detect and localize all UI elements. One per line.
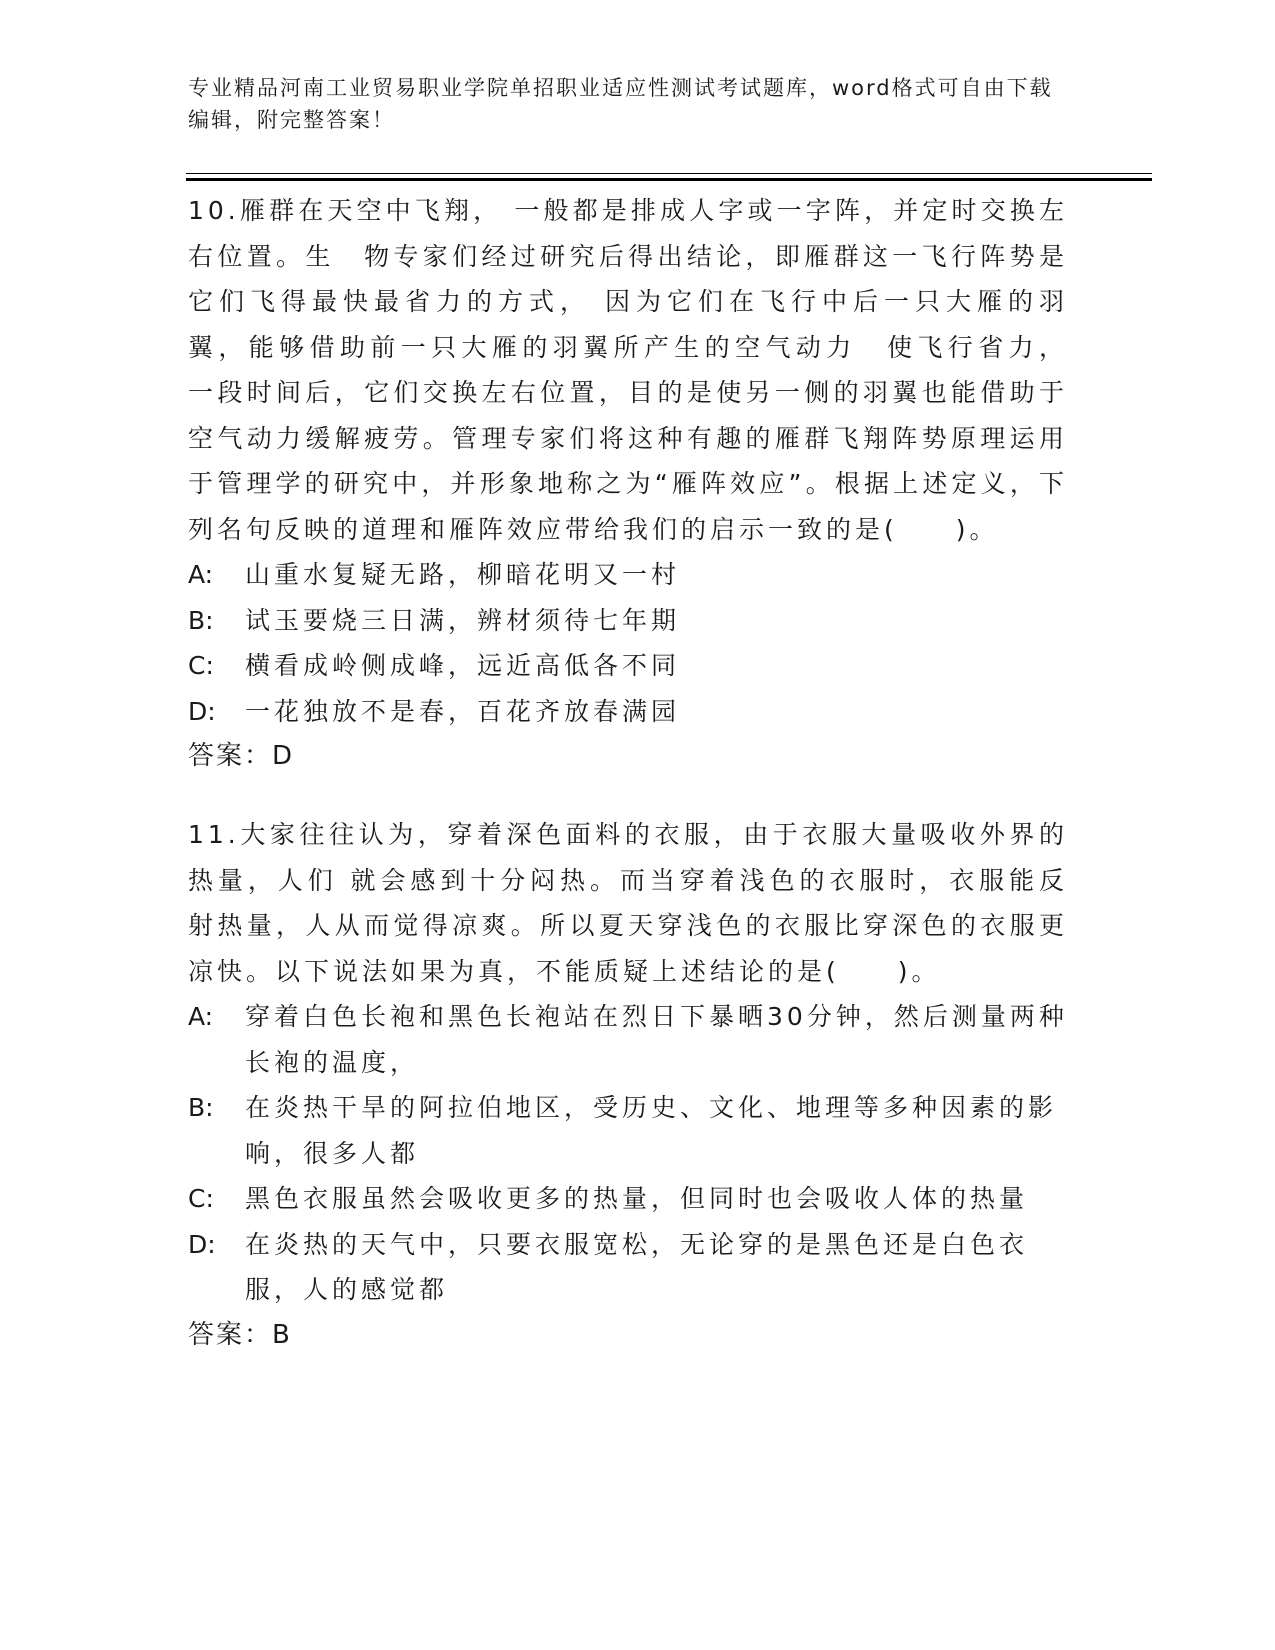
option-text: 在炎热的天气中，只要衣服宽松，无论穿的是黑色还是白色衣服，人的感觉都 [245, 1229, 1029, 1304]
header-divider-thick [186, 178, 1152, 181]
option-a [188, 994, 1068, 1085]
option-text: 黑色衣服虽然会吸收更多的热量，但同时也会吸收人体的热量 [245, 1184, 1029, 1213]
option-letter: C: [188, 651, 214, 680]
option-text: 山重水复疑无路，柳暗花明又一村 [245, 560, 681, 589]
page-header: 专业精品河南工业贸易职业学院单招职业适应性测试考试题库，word格式可自由下载编辑，附完整答案！ [188, 76, 1053, 132]
option-letter: A: [188, 1002, 214, 1031]
option-letter: A: [188, 560, 214, 589]
option-text: 在炎热干旱的阿拉伯地区，受历史、文化、地理等多种因素的影响，很多人都 [245, 1093, 1058, 1168]
header-divider-thin [186, 173, 1152, 174]
question-11 [188, 812, 1068, 1358]
answer-line: 答案：B [188, 1319, 292, 1350]
question-10 [188, 188, 1068, 780]
option-d [188, 1222, 1068, 1313]
option-b [188, 1085, 1068, 1176]
option-text: 一花独放不是春，百花齐放春满园 [245, 696, 681, 726]
option-letter: D: [188, 696, 216, 726]
option-letter: B: [188, 605, 214, 635]
option-d [188, 689, 1068, 735]
option-c [188, 1176, 1068, 1222]
answer-line: 答案：D [188, 741, 295, 771]
option-letter: D: [188, 1229, 216, 1259]
option-text: 横看成岭侧成峰，远近高低各不同 [245, 651, 681, 680]
option-letter: C: [188, 1184, 214, 1213]
question-stem: 10.雁群在天空中飞翔， 一般都是排成人字或一字阵，并定时交换左右位置。生 物专家们经过研究后得出结论，即雁群这一飞行阵势是它们飞得最快最省力的方式， 因为它们在飞行中后一只大雁的羽翼，能够借助前一只大雁的羽翼所产生的空气动力 使飞行省力， 一段时间后，它们交换左右位置，目的是使另一侧的羽翼也能借助于空气动力缓解疲劳。管理专家们将这种有趣的雁群飞翔阵势原理运用于管理学的研究中，并形象地称之为“雁阵效应”。根据上述定义，下列名句反映的道理和雁阵效应带给我们的启示一致的是( )。 [188, 196, 1068, 544]
question-stem: 11.大家往往认为，穿着深色面料的衣服，由于衣服大量吸收外界的热量，人们 就会感到十分闷热。而当穿着浅色的衣服时，衣服能反射热量，人从而觉得凉爽。所以夏天穿浅色的衣服比穿深色的衣服更凉快。以下说法如果为真，不能质疑上述结论的是( )。 [188, 820, 1068, 986]
option-letter: B: [188, 1093, 214, 1122]
option-text: 试玉要烧三日满，辨材须待七年期 [245, 605, 681, 635]
option-a [188, 552, 1068, 598]
option-b [188, 598, 1068, 644]
option-text: 穿着白色长袍和黑色长袍站在烈日下暴晒30分钟，然后测量两种长袍的温度， [245, 1002, 1068, 1077]
option-c [188, 643, 1068, 689]
